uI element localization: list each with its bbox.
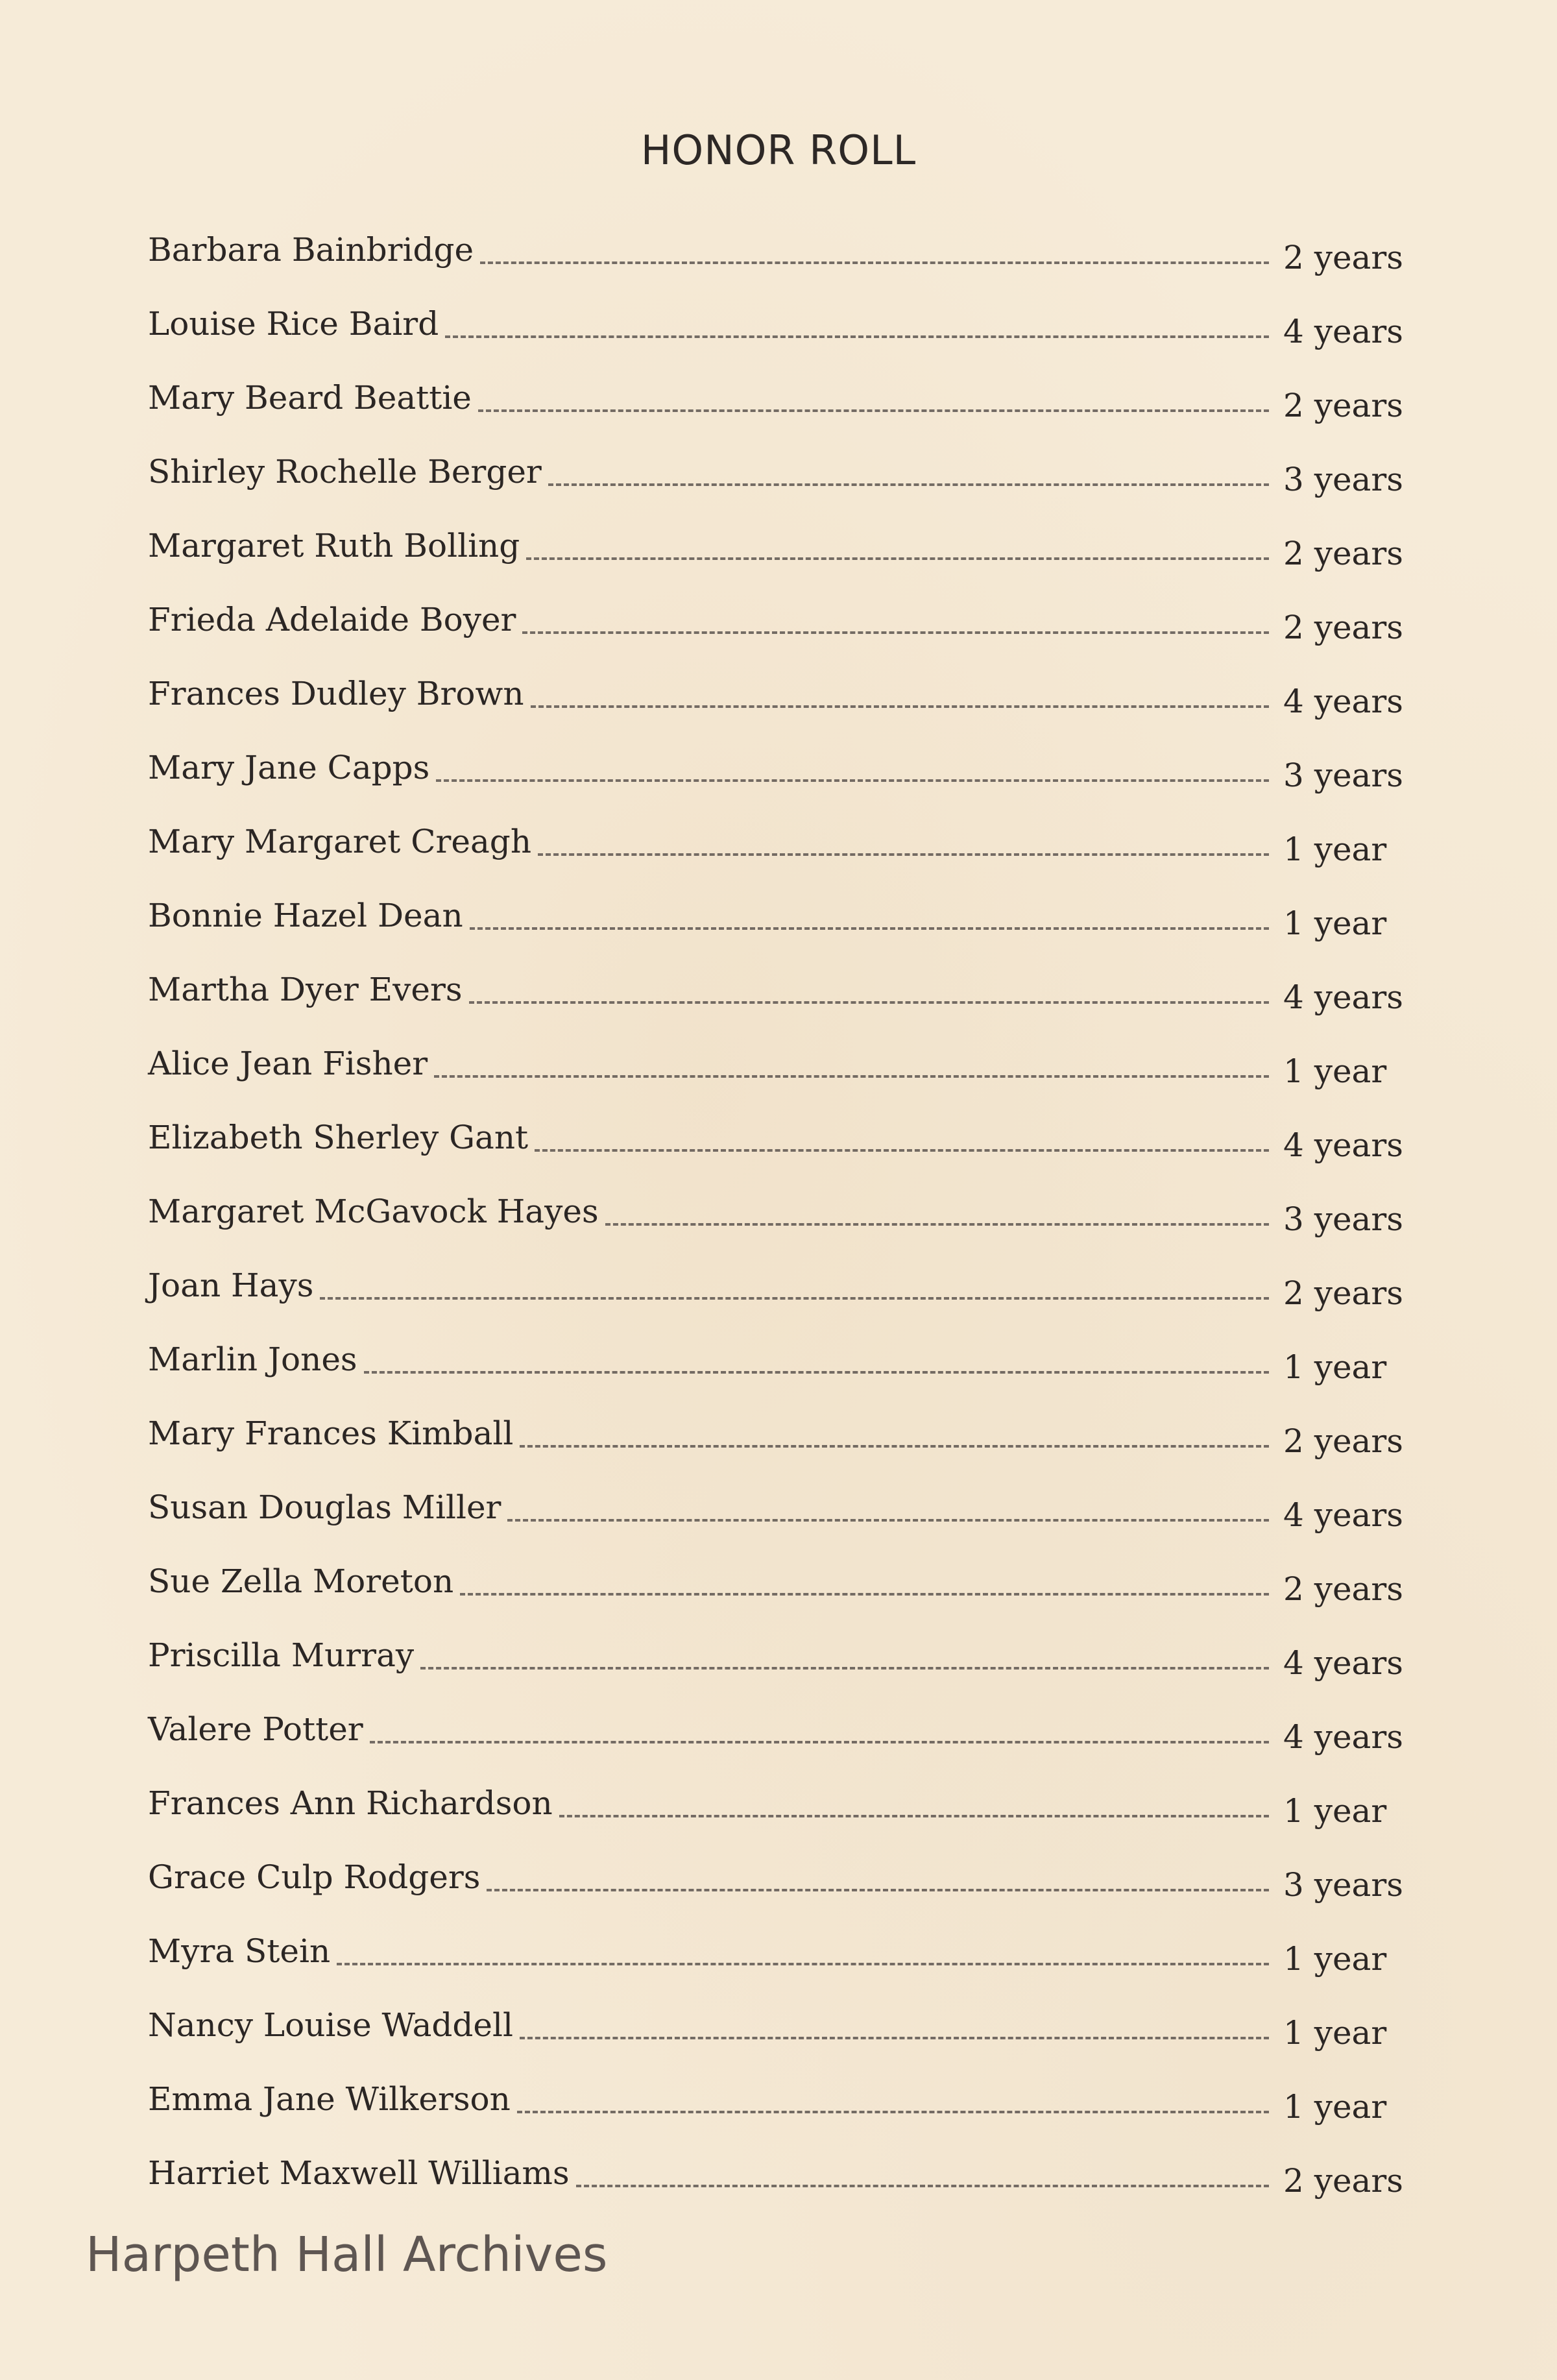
student-name: Marlin Jones	[148, 1341, 357, 1378]
years-attended: 2 years	[1283, 1570, 1403, 1608]
student-name: Mary Margaret Creagh	[148, 823, 532, 860]
years-attended: 2 years	[1283, 535, 1403, 572]
years-attended: 3 years	[1283, 461, 1403, 498]
years-attended: 2 years	[1283, 1274, 1403, 1312]
years-attended: 2 years	[1283, 609, 1403, 646]
years-attended: 2 years	[1283, 1422, 1403, 1460]
dot-leader	[420, 1628, 1269, 1670]
list-item	[148, 304, 1403, 378]
dot-leader	[517, 2072, 1269, 2113]
dot-leader	[487, 1850, 1269, 1891]
student-name: Joan Hays	[148, 1267, 314, 1304]
list-item	[148, 378, 1403, 452]
years-attended: 4 years	[1283, 978, 1403, 1016]
student-name: Valere Potter	[148, 1710, 363, 1748]
list-item	[148, 600, 1403, 674]
years-attended: 4 years	[1283, 313, 1403, 350]
years-attended: 1 year	[1283, 905, 1387, 942]
student-name: Frieda Adelaide Boyer	[148, 601, 516, 638]
list-item	[148, 452, 1403, 526]
list-item	[148, 1414, 1403, 1488]
years-attended: 3 years	[1283, 1866, 1403, 1904]
student-name: Mary Jane Capps	[148, 749, 430, 786]
student-name: Shirley Rochelle Berger	[148, 453, 542, 491]
years-attended: 1 year	[1283, 1348, 1387, 1386]
student-name: Harriet Maxwell Williams	[148, 2154, 570, 2192]
list-item	[148, 1932, 1394, 2006]
honor-roll-list	[148, 230, 1403, 2228]
student-name: Frances Dudley Brown	[148, 675, 524, 712]
dot-leader	[538, 814, 1269, 856]
dot-leader	[535, 1110, 1269, 1152]
list-item	[148, 674, 1403, 748]
list-item	[148, 1340, 1394, 1414]
list-item	[148, 1710, 1403, 1784]
list-item	[148, 230, 1403, 304]
list-item	[148, 1562, 1403, 1636]
dot-leader	[460, 1554, 1269, 1596]
list-item	[148, 1858, 1403, 1932]
dot-leader	[605, 1184, 1269, 1226]
years-attended: 4 years	[1283, 1496, 1403, 1534]
years-attended: 4 years	[1283, 683, 1403, 720]
student-name: Elizabeth Sherley Gant	[148, 1119, 529, 1156]
student-name: Priscilla Murray	[148, 1636, 415, 1674]
dot-leader	[548, 444, 1269, 486]
dot-leader	[559, 1776, 1269, 1817]
archive-watermark: Harpeth Hall Archives	[86, 2227, 608, 2283]
list-item	[148, 1488, 1403, 1562]
list-item	[148, 1044, 1394, 1118]
years-attended: 4 years	[1283, 1718, 1403, 1756]
dot-leader	[470, 888, 1269, 930]
dot-leader	[526, 518, 1269, 560]
dot-leader	[445, 297, 1269, 338]
student-name: Louise Rice Baird	[148, 305, 439, 343]
years-attended: 1 year	[1283, 1052, 1387, 1090]
dot-leader	[469, 962, 1269, 1004]
dot-leader	[507, 1480, 1269, 1522]
student-name: Susan Douglas Miller	[148, 1488, 501, 1526]
list-item	[148, 822, 1394, 896]
years-attended: 4 years	[1283, 1126, 1403, 1164]
student-name: Margaret McGavock Hayes	[148, 1193, 599, 1230]
list-item	[148, 2006, 1394, 2080]
years-attended: 2 years	[1283, 239, 1403, 276]
student-name: Mary Beard Beattie	[148, 379, 472, 417]
list-item	[148, 970, 1403, 1044]
dot-leader	[576, 2146, 1269, 2187]
student-name: Nancy Louise Waddell	[148, 2006, 513, 2044]
list-item	[148, 1636, 1403, 1710]
dot-leader	[522, 592, 1269, 634]
list-item	[148, 2080, 1394, 2154]
dot-leader	[478, 370, 1269, 412]
list-item	[148, 748, 1403, 822]
years-attended: 1 year	[1283, 2088, 1387, 2126]
student-name: Margaret Ruth Bolling	[148, 527, 520, 565]
years-attended: 2 years	[1283, 2162, 1403, 2200]
list-item	[148, 1192, 1403, 1266]
list-item	[148, 526, 1403, 600]
list-item	[148, 2154, 1403, 2228]
years-attended: 1 year	[1283, 1940, 1387, 1978]
student-name: Barbara Bainbridge	[148, 231, 474, 269]
dot-leader	[520, 1406, 1269, 1448]
dot-leader	[520, 1998, 1269, 2039]
list-item	[148, 896, 1394, 970]
years-attended: 1 year	[1283, 831, 1387, 868]
years-attended: 2 years	[1283, 387, 1403, 424]
list-item	[148, 1784, 1394, 1858]
student-name: Alice Jean Fisher	[148, 1045, 428, 1082]
student-name: Frances Ann Richardson	[148, 1784, 553, 1822]
student-name: Myra Stein	[148, 1932, 331, 1970]
list-item	[148, 1118, 1403, 1192]
years-attended: 1 year	[1283, 1792, 1387, 1830]
list-item	[148, 1266, 1403, 1340]
years-attended: 4 years	[1283, 1644, 1403, 1682]
dot-leader	[436, 740, 1269, 782]
dot-leader	[364, 1332, 1269, 1374]
dot-leader	[320, 1258, 1269, 1300]
page-title: HONOR ROLL	[640, 127, 917, 174]
dot-leader	[434, 1036, 1269, 1078]
student-name: Mary Frances Kimball	[148, 1415, 514, 1452]
years-attended: 3 years	[1283, 757, 1403, 794]
dot-leader	[531, 666, 1269, 708]
student-name: Sue Zella Moreton	[148, 1562, 454, 1600]
years-attended: 1 year	[1283, 2014, 1387, 2052]
dot-leader	[480, 223, 1269, 264]
student-name: Grace Culp Rodgers	[148, 1858, 481, 1896]
student-name: Martha Dyer Evers	[148, 971, 463, 1008]
student-name: Bonnie Hazel Dean	[148, 897, 463, 934]
dot-leader	[337, 1924, 1269, 1965]
years-attended: 3 years	[1283, 1200, 1403, 1238]
student-name: Emma Jane Wilkerson	[148, 2080, 511, 2118]
dot-leader	[370, 1702, 1269, 1743]
